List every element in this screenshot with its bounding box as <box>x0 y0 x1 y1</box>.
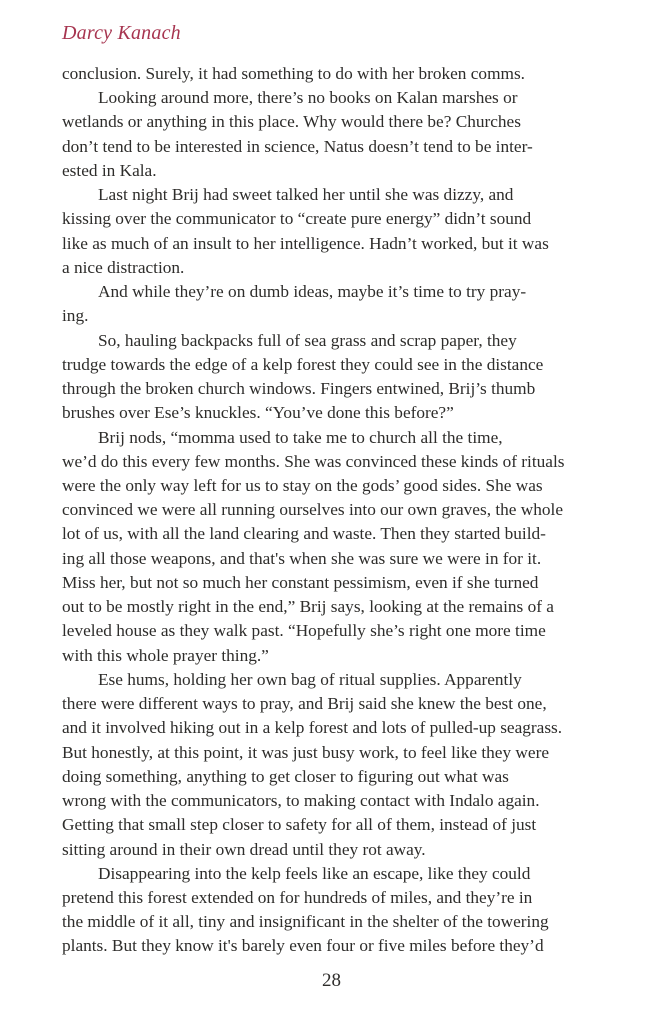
text-line: don’t tend to be interested in science, Natus doesn’t tend to be inter- <box>62 136 533 156</box>
text-line: lot of us, with all the land clearing and waste. Then they started build- <box>62 524 546 544</box>
paragraph <box>62 668 601 862</box>
text-line: conclusion. Surely, it had something to do with her broken comms. <box>62 64 526 83</box>
text-line: with this whole prayer thing.” <box>62 645 269 665</box>
paragraph <box>62 280 601 328</box>
text-line: the middle of it all, tiny and insignificant in the shelter of the towering <box>62 912 549 932</box>
text-line: like as much of an insult to her intelligence. Hadn’t worked, but it was <box>62 233 549 253</box>
text-line: trudge towards the edge of a kelp forest they could see in the distance <box>62 354 544 374</box>
text-line: But honestly, at this point, it was just busy work, to feel like they were <box>62 742 550 762</box>
text-line: brushes over Ese’s knuckles. “You’ve done this before?” <box>62 403 454 423</box>
text-line: plants. But they know it's barely even four or five miles before they’d <box>62 936 544 956</box>
text-line: were the only way left for us to stay on the gods’ good sides. She was <box>62 475 543 495</box>
text-line: ested in Kala. <box>62 160 157 180</box>
text-line: we’d do this every few months. She was convinced these kinds of rituals <box>62 451 565 471</box>
text-line: kissing over the communicator to “create pure energy” didn’t sound <box>62 209 532 229</box>
text-line: Brij nods, “momma used to take me to church all the time, <box>98 427 503 447</box>
text-line: Looking around more, there’s no books on Kalan marshes or <box>98 88 518 108</box>
text-line: Miss her, but not so much her constant pessimism, even if she turned <box>62 572 539 592</box>
text-line: a nice distraction. <box>62 257 185 277</box>
text-line: ing. <box>62 306 89 326</box>
text-line: Getting that small step closer to safety for all of them, instead of just <box>62 815 537 835</box>
text-line: wetlands or anything in this place. Why would there be? Churches <box>62 112 521 132</box>
text-line: there were different ways to pray, and Brij said she knew the best one, <box>62 694 547 714</box>
paragraph <box>62 862 601 959</box>
text-line: ing all those weapons, and that's when she was sure we were in for it. <box>62 548 542 568</box>
running-header: Darcy Kanach <box>62 22 181 44</box>
text-line: Ese hums, holding her own bag of ritual supplies. Apparently <box>98 669 522 689</box>
text-line: and it involved hiking out in a kelp forest and lots of pulled-up seagrass. <box>62 718 563 738</box>
paragraph <box>62 86 601 183</box>
text-block <box>62 62 601 959</box>
text-line: Disappearing into the kelp feels like an escape, like they could <box>98 863 531 883</box>
text-line: So, hauling backpacks full of sea grass and scrap paper, they <box>98 330 517 350</box>
text-line: Last night Brij had sweet talked her until she was dizzy, and <box>98 185 514 205</box>
text-line: wrong with the communicators, to making contact with Indalo again. <box>62 791 540 811</box>
paragraph <box>62 183 601 280</box>
text-line: sitting around in their own dread until they rot away. <box>62 839 426 859</box>
text-line: pretend this forest extended on for hundreds of miles, and they’re in <box>62 887 533 907</box>
text-line: leveled house as they walk past. “Hopefully she’s right one more time <box>62 621 546 641</box>
text-line: doing something, anything to get closer to figuring out what was <box>62 766 509 786</box>
paragraph <box>62 329 601 426</box>
text-line: out to be mostly right in the end,” Brij says, looking at the remains of a <box>62 597 554 617</box>
text-line: through the broken church windows. Fingers entwined, Brij’s thumb <box>62 379 536 399</box>
text-line: convinced we were all running ourselves into our own graves, the whole <box>62 500 564 520</box>
paragraph <box>62 62 601 86</box>
text-line: And while they’re on dumb ideas, maybe it’s time to try pray- <box>98 282 527 302</box>
paragraph <box>62 426 601 668</box>
page-number: 28 <box>322 970 341 991</box>
